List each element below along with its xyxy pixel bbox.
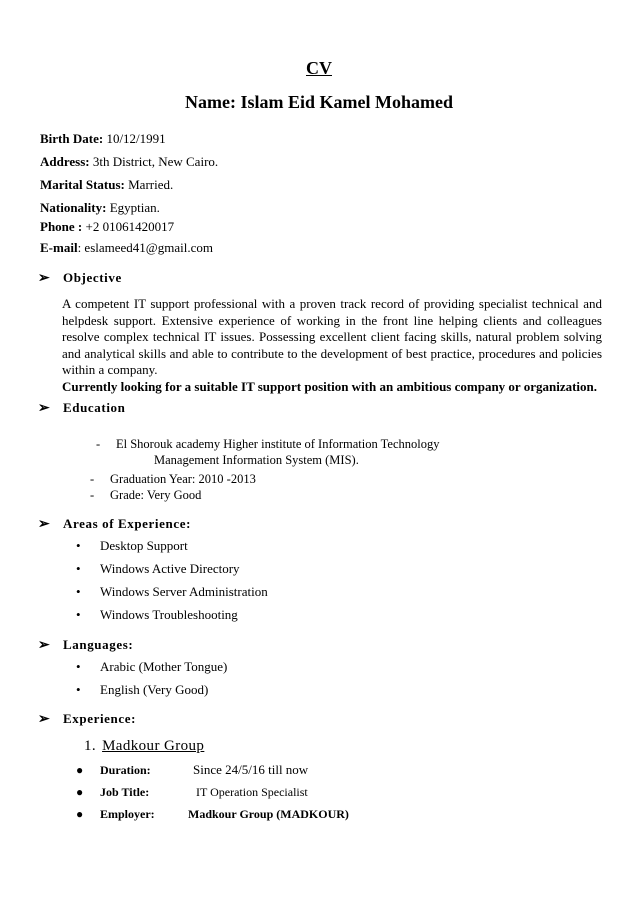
education-graduation: - Graduation Year: 2010 -2013: [90, 472, 256, 486]
company-heading: [84, 738, 204, 755]
section-education: [38, 400, 125, 417]
list-item: [76, 659, 227, 675]
list-item-text: Arabic (Mother Tongue): [100, 659, 228, 674]
cv-title: CV: [306, 58, 332, 78]
employer-label: Employer:: [100, 807, 155, 821]
list-item-text: Windows Server Administration: [100, 584, 268, 599]
marital-status-label: Marital Status:: [40, 177, 125, 192]
arrow-bullet-icon: ➢: [38, 401, 51, 416]
address-value: 3th District, New Cairo.: [89, 154, 219, 169]
email-value: : eslameed41@gmail.com: [77, 240, 213, 255]
bullet-icon: •: [76, 584, 81, 599]
bullet-icon: •: [76, 682, 81, 697]
education-grade-text: Grade: Very Good: [110, 488, 202, 502]
objective-text: [62, 296, 602, 396]
arrow-bullet-icon: ➢: [38, 517, 51, 532]
bullet-icon: •: [76, 607, 81, 622]
nationality-row: [40, 200, 160, 216]
education-institute: - El Shorouk academy Higher institute of Information Technology: [96, 437, 440, 451]
arrow-bullet-icon: ➢: [38, 712, 51, 727]
bullet-icon: •: [76, 659, 81, 674]
section-objective: [38, 270, 122, 287]
duration-value: Since 24/5/16 till now: [193, 762, 309, 777]
experience-duration: [76, 762, 308, 778]
section-education-title: Education: [63, 400, 126, 415]
list-item: [76, 584, 268, 600]
bullet-icon: ●: [76, 785, 84, 799]
section-experience: [38, 711, 136, 728]
duration-label: Duration:: [100, 763, 151, 777]
section-experience-title: Experience:: [63, 711, 137, 726]
phone-label: Phone :: [40, 219, 83, 234]
birth-date-value: 10/12/1991: [103, 131, 166, 146]
arrow-bullet-icon: ➢: [38, 638, 51, 653]
list-item: [76, 682, 208, 698]
birth-date-row: [40, 131, 166, 147]
objective-goal: Currently looking for a suitable IT support position with an ambitious company or organization.: [62, 378, 598, 394]
section-areas: [38, 516, 191, 533]
bullet-icon: •: [76, 538, 81, 553]
experience-job-title: [76, 785, 308, 800]
email-row: [40, 240, 213, 256]
list-item: [76, 607, 238, 623]
address-label: Address:: [40, 154, 90, 169]
education-major: Management Information System (MIS).: [154, 453, 359, 467]
address-row: [40, 154, 218, 170]
bullet-icon: ●: [76, 763, 84, 777]
marital-status-value: Married.: [124, 177, 174, 192]
bullet-icon: •: [76, 561, 81, 576]
arrow-bullet-icon: ➢: [38, 271, 51, 286]
list-item: [76, 538, 188, 554]
phone-value: +2 01061420017: [82, 219, 175, 234]
employer-value: Madkour Group (MADKOUR): [188, 807, 349, 821]
section-languages-title: Languages:: [63, 637, 134, 652]
education-institute-text: El Shorouk academy Higher institute of Information Technology: [116, 437, 440, 451]
list-item-text: Windows Active Directory: [100, 561, 240, 576]
nationality-label: Nationality:: [40, 200, 107, 215]
email-label: E-mail: [40, 240, 78, 255]
section-objective-title: Objective: [63, 270, 122, 285]
marital-status-row: [40, 177, 173, 193]
education-graduation-text: Graduation Year: 2010 -2013: [110, 472, 256, 486]
job-title-label: Job Title:: [100, 785, 150, 799]
experience-employer: [76, 807, 349, 822]
phone-row: [40, 216, 174, 236]
list-item-text: Windows Troubleshooting: [100, 607, 238, 622]
section-languages: [38, 637, 133, 654]
job-title-value: IT Operation Specialist: [193, 785, 308, 799]
section-areas-title: Areas of Experience:: [63, 516, 192, 531]
list-item: [76, 561, 240, 577]
list-item-text: English (Very Good): [100, 682, 209, 697]
company-name: Madkour Group: [102, 738, 205, 754]
education-grade: - Grade: Very Good: [90, 488, 202, 502]
list-item-text: Desktop Support: [100, 538, 188, 553]
company-number: 1.: [84, 738, 97, 754]
bullet-icon: ●: [76, 807, 84, 821]
nationality-value: Egyptian.: [106, 200, 160, 215]
birth-date-label: Birth Date:: [40, 131, 104, 146]
objective-paragraph: A competent IT support professional with a proven track record of providing specialist technical and helpdesk support. Extensive experience of working in the front line helping clients and colleagues resolve complex technical IT issues. Possessing excellent client facing skills, natural problem solving and analytical skills and able to contribute to the development of best practice, procedures and policies within a company.: [62, 296, 602, 378]
candidate-name: Name: Islam Eid Kamel Mohamed: [185, 92, 453, 112]
